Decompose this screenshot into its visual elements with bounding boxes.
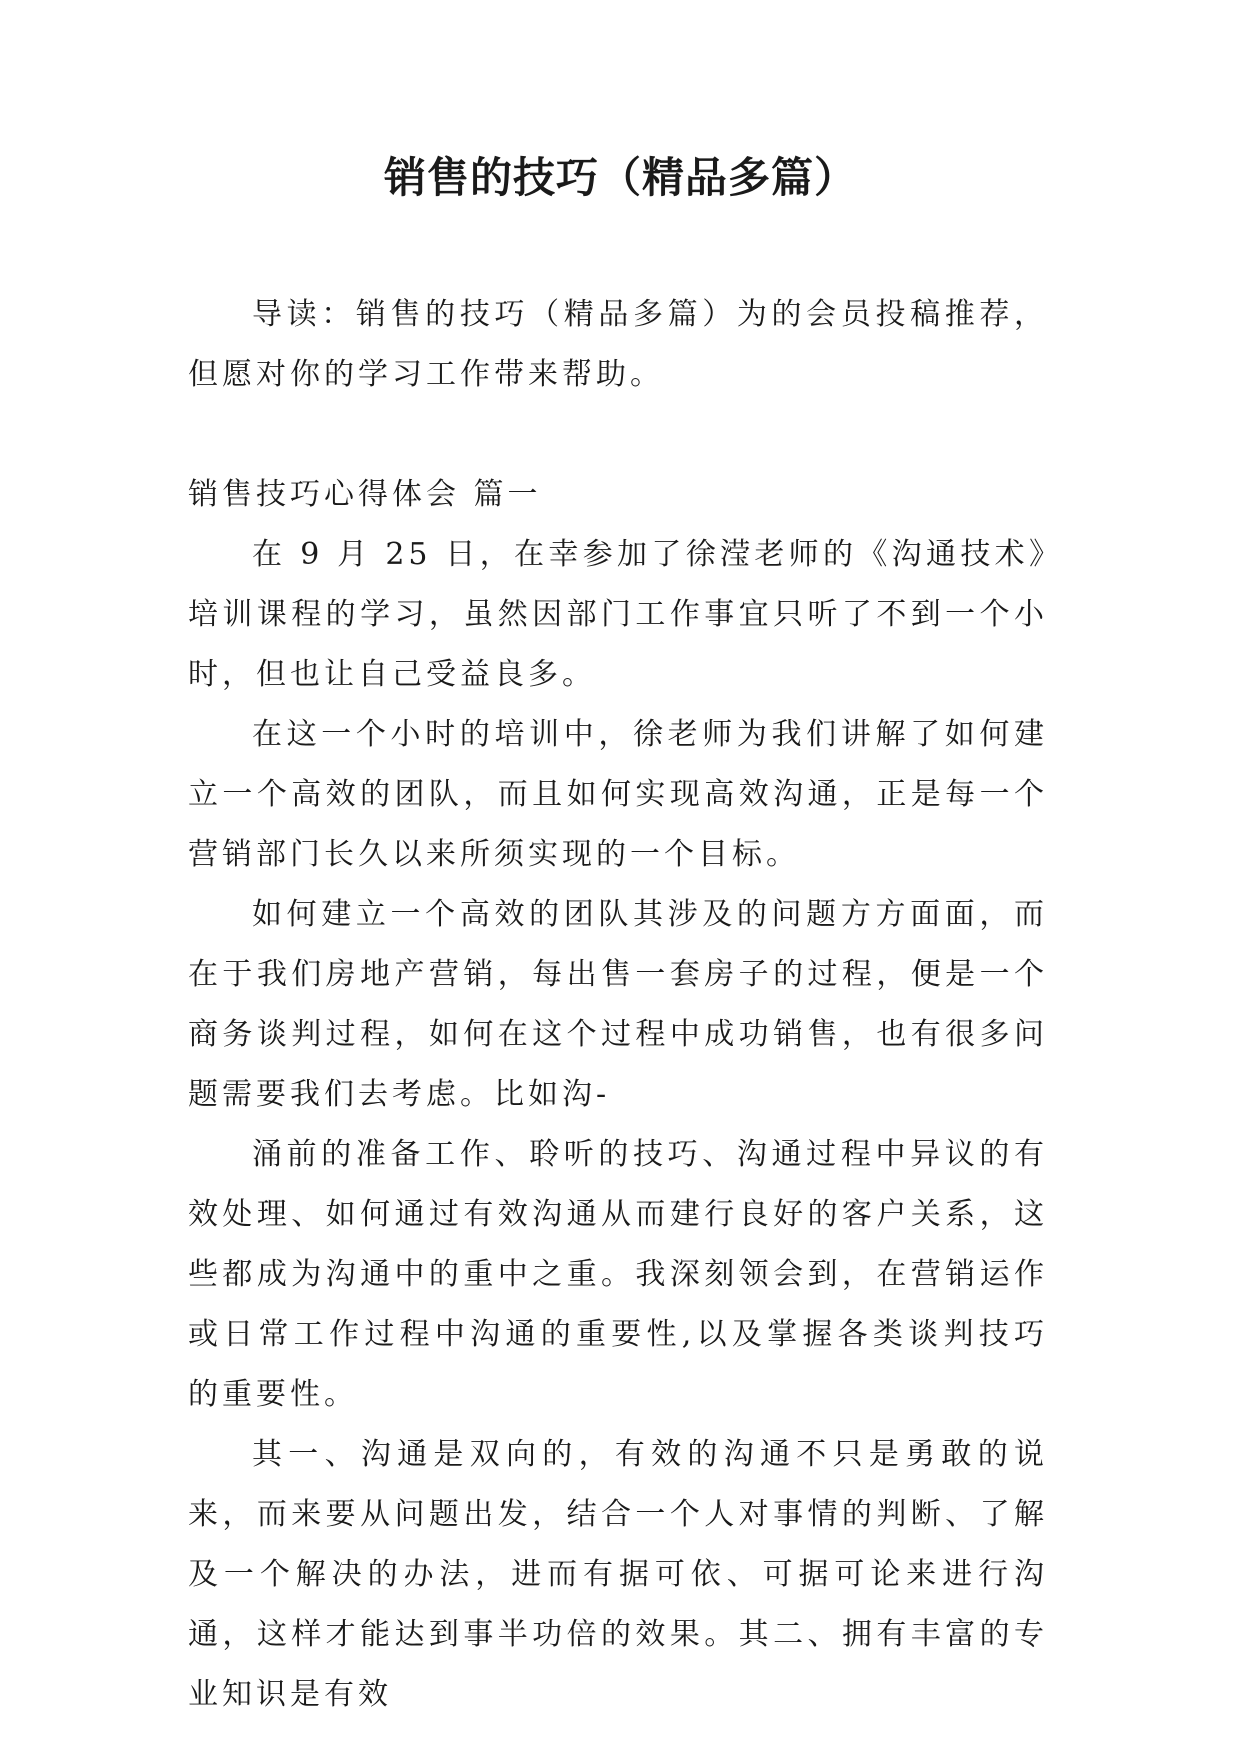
body-paragraph-1: 在 9 月 25 日，在幸参加了徐滢老师的《沟通技术》培训课程的学习，虽然因部门工作事宜只听了不到一个小时，但也让自己受益良多。	[188, 537, 1048, 692]
body-paragraph-2: 在这一个小时的培训中，徐老师为我们讲解了如何建立一个高效的团队，而且如何实现高效沟通，正是每一个营销部门长久以来所须实现的一个目标。	[188, 717, 1048, 872]
paragraph-gap	[188, 405, 1048, 465]
body-paragraph-4: 涌前的准备工作、聆听的技巧、沟通过程中异议的有效处理、如何通过有效沟通从而建行良好的客户关系，这些都成为沟通中的重中之重。我深刻领会到，在营销运作或日常工作过程中沟通的重要性,以及掌握各类谈判技巧的重要性。	[188, 1137, 1048, 1412]
document-body	[188, 285, 1048, 1725]
body-paragraph-5: 其一、沟通是双向的，有效的沟通不只是勇敢的说来，而来要从问题出发，结合一个人对事情的判断、了解及一个解决的办法，进而有据可依、可据可论来进行沟通，这样才能达到事半功倍的效果。其二、拥有丰富的专业知识是有效	[188, 1437, 1048, 1712]
body-paragraph-3: 如何建立一个高效的团队其涉及的问题方方面面，而在于我们房地产营销，每出售一套房子的过程，便是一个商务谈判过程，如何在这个过程中成功销售，也有很多问题需要我们去考虑。比如沟-	[188, 897, 1048, 1112]
intro-paragraph: 导读：销售的技巧（精品多篇）为的会员投稿推荐，但愿对你的学习工作带来帮助。	[188, 297, 1048, 392]
section-heading: 销售技巧心得体会 篇一	[188, 477, 542, 512]
document-title: 销售的技巧（精品多篇）	[383, 153, 857, 202]
